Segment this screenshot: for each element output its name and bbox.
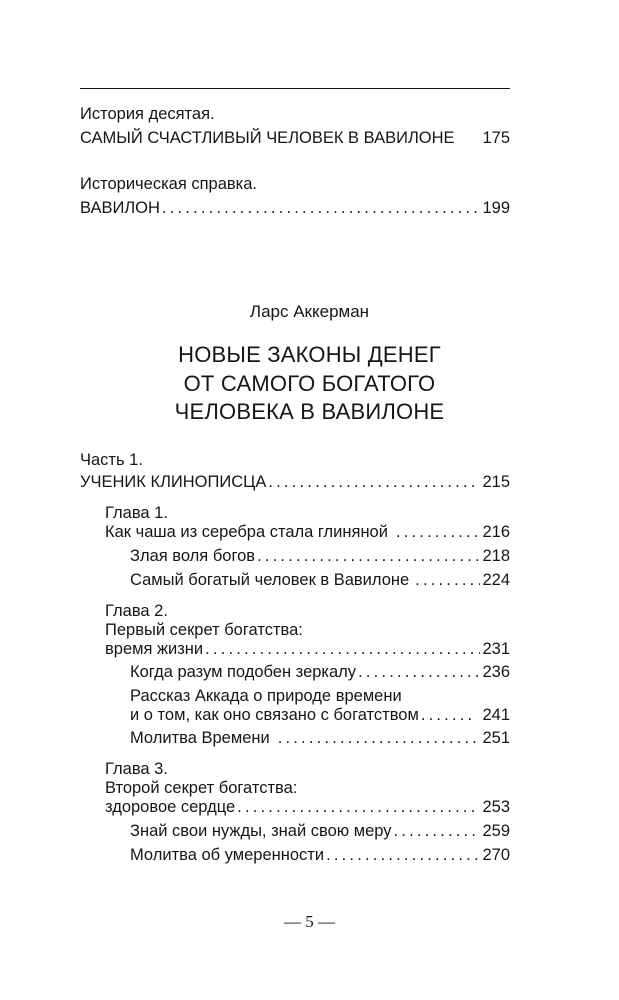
toc-page-number: 199 [482, 199, 510, 217]
top-rule [80, 88, 510, 89]
ch3-label: Глава 3. [105, 760, 168, 778]
toc-page-number: 231 [482, 640, 510, 658]
toc-entry-title: УЧЕНИК КЛИНОПИСЦА [80, 473, 267, 491]
toc-page-number: 253 [482, 798, 510, 816]
leader-dots [270, 728, 477, 748]
book-title-line: НОВЫЕ ЗАКОНЫ ДЕНЕГ [178, 342, 441, 367]
toc-entry-ch2-sub3[interactable] [130, 728, 510, 748]
book-title-line: ЧЕЛОВЕКА В ВАВИЛОНЕ [174, 399, 445, 424]
toc-entry-title: Самый богатый человек в Вавилоне [130, 571, 410, 589]
toc-page-number: 216 [482, 523, 510, 541]
toc-entry-title: Злая воля богов [130, 547, 256, 565]
author-name: Ларс Аккерман [249, 302, 370, 321]
ch1-label: Глава 1. [105, 504, 168, 522]
leader-dots [324, 845, 480, 865]
toc-entry-ch1-sub1[interactable] [130, 546, 510, 566]
toc-page-number: 236 [482, 663, 510, 681]
leader-dots [235, 797, 480, 817]
toc-entry-ch1-sub2[interactable] [130, 570, 510, 590]
part1-label: Часть 1. [80, 451, 143, 469]
toc-entry-ch2-sub2[interactable] [130, 705, 510, 725]
leader-dots [388, 522, 481, 542]
toc-entry-ch2[interactable] [105, 639, 510, 659]
leader-dots [409, 570, 480, 590]
toc-entry-title: Знай свои нужды, знай свою меру [130, 822, 392, 840]
toc-page-number: 241 [482, 706, 510, 724]
toc-entry-title: Когда разум подобен зеркалу [130, 663, 357, 681]
toc-page-number: 270 [482, 846, 510, 864]
leader-dots [266, 472, 480, 492]
toc-entry-title: ВАВИЛОН [80, 199, 160, 217]
leader-dots [255, 546, 480, 566]
toc-page-number: 224 [482, 571, 510, 589]
toc-entry-title: здоровое сердце [105, 798, 236, 816]
leader-dots [419, 705, 477, 725]
toc-entry-ch3-sub2[interactable] [130, 845, 510, 865]
toc-story10-label: История десятая. [80, 105, 215, 123]
page-number: — 5 — [284, 912, 335, 931]
leader-dots [356, 662, 480, 682]
toc-entry-ch2-sub1[interactable] [130, 662, 510, 682]
toc-entry-title: время жизни [105, 640, 204, 658]
book-title [0, 341, 619, 427]
toc-entry-part1[interactable] [80, 472, 510, 492]
toc-entry-ch1[interactable] [105, 522, 510, 542]
book-title-line: ОТ САМОГО БОГАТОГО [183, 370, 436, 396]
toc-page-number: 175 [482, 129, 510, 147]
toc-entry-ch3-sub1[interactable] [130, 821, 510, 841]
toc-entry-babylon[interactable] [80, 198, 510, 218]
toc-entry-title: Молитва об умеренности [130, 846, 325, 864]
toc-entry-title: САМЫЙ СЧАСТЛИВЫЙ ЧЕЛОВЕК В ВАВИЛОНЕ [80, 129, 455, 147]
toc-entry-title: Как чаша из серебра стала глиняной [105, 523, 388, 541]
toc-entry-ch3[interactable] [105, 797, 510, 817]
leader-dots [203, 639, 480, 659]
toc-note-label: Историческая справка. [80, 175, 257, 193]
toc-page-number: 251 [482, 729, 510, 747]
toc-page-number: 259 [482, 822, 510, 840]
toc-entry-title: и о том, как оно связано с богатством [130, 706, 419, 724]
ch3-title-line: Второй секрет богатства: [105, 779, 298, 797]
ch2-sub2-title-line: Рассказ Аккада о природе времени [130, 687, 402, 705]
toc-entry-story10[interactable] [80, 128, 510, 148]
leader-dots [392, 821, 481, 841]
ch2-label: Глава 2. [105, 602, 168, 620]
ch2-title-line: Первый секрет богатства: [105, 621, 303, 639]
toc-entry-title: Молитва Времени [130, 729, 270, 747]
toc-page-number: 218 [482, 547, 510, 565]
leader-dots [160, 198, 481, 218]
toc-page-number: 215 [482, 473, 510, 491]
